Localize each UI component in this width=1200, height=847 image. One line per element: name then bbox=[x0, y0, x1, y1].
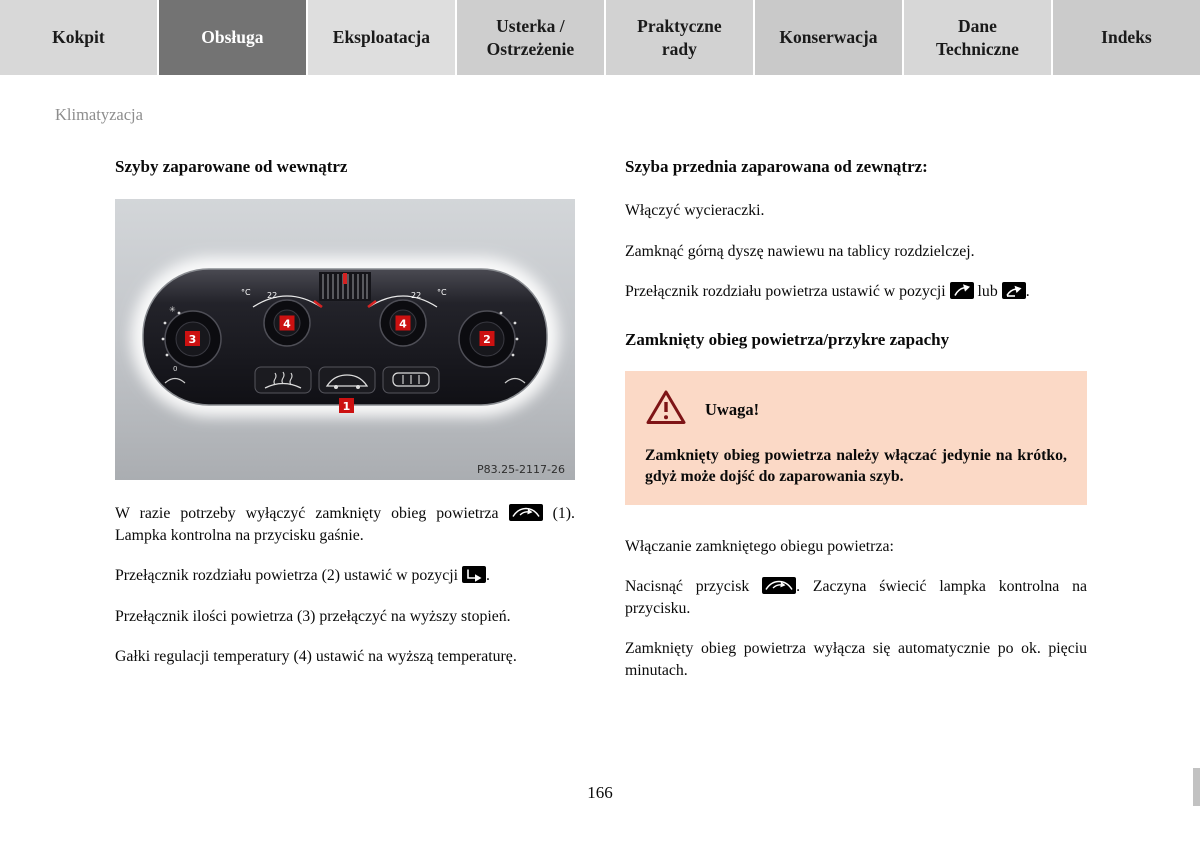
defrost-button bbox=[255, 367, 311, 393]
right-paragraph-6: Zamknięty obieg powietrza wyłącza się automatycznie po ok. pięciu minutach. bbox=[625, 640, 1087, 679]
climate-control-illustration bbox=[115, 199, 575, 480]
text: lub bbox=[977, 283, 998, 300]
tab-label: Kokpit bbox=[52, 27, 105, 48]
page-edge-marker bbox=[1193, 768, 1200, 806]
tab-label: Konserwacja bbox=[779, 27, 878, 48]
text: . Zaczyna świecić lampka kontrolna na przycisku. bbox=[625, 578, 1088, 617]
tab-label: Praktyczne rady bbox=[637, 16, 722, 59]
recirculation-button bbox=[319, 367, 375, 393]
warning-box bbox=[625, 371, 1087, 505]
defrost-vent-icon bbox=[950, 282, 974, 299]
right-paragraph-1: Włączyć wycieraczki. bbox=[625, 202, 765, 219]
right-heading-mid: Zamknięty obieg powietrza/przykre zapachy bbox=[625, 329, 950, 349]
callout-4-right: 4 bbox=[399, 317, 407, 331]
left-heading: Szyby zaparowane od wewnątrz bbox=[115, 157, 348, 176]
tab-praktyczne-rady[interactable] bbox=[606, 0, 753, 75]
text: . bbox=[485, 567, 490, 584]
tab-label: Eksploatacja bbox=[332, 27, 430, 48]
climate-control-figure bbox=[115, 199, 575, 480]
callout-4-left: 4 bbox=[283, 317, 291, 331]
text: . bbox=[1025, 283, 1030, 300]
right-column bbox=[625, 157, 1087, 681]
figure-caption: P83.25-2117-26 bbox=[476, 463, 565, 476]
callout-3: 3 bbox=[188, 333, 197, 346]
tab-label: Obsługa bbox=[201, 27, 264, 48]
fan-zero-label: 0 bbox=[173, 365, 178, 373]
temperature-knob-right bbox=[380, 300, 426, 346]
tab-usterka-ostrzezenie[interactable] bbox=[457, 0, 604, 75]
grille-red-marker bbox=[343, 273, 347, 284]
text: (1). Lampka kontrolna na przycisku gaśnie. bbox=[115, 505, 575, 544]
left-paragraph-1 bbox=[115, 503, 575, 546]
temp-unit-right: °C bbox=[437, 288, 447, 297]
chapter-tab-bar bbox=[0, 0, 1200, 75]
tab-konserwacja[interactable] bbox=[755, 0, 902, 75]
tab-dane-techniczne[interactable] bbox=[904, 0, 1051, 75]
text: Przełącznik rozdziału powietrza ustawić w pozycji bbox=[625, 283, 946, 300]
tab-label: Indeks bbox=[1101, 27, 1152, 48]
text: Nacisnąć przycisk bbox=[625, 578, 750, 595]
warning-header bbox=[645, 389, 1067, 431]
text: Przełącznik rozdziału powietrza (2) ustawić w pozycji bbox=[115, 567, 458, 584]
left-paragraph-3: Przełącznik ilości powietrza (3) przełączyć na wyższy stopień. bbox=[115, 607, 511, 625]
tab-obsluga-active[interactable] bbox=[159, 0, 306, 75]
right-heading-top: Szyba przednia zaparowana od zewnątrz: bbox=[625, 157, 928, 176]
tab-eksploatacja[interactable] bbox=[308, 0, 455, 75]
warning-title: Uwaga! bbox=[705, 399, 760, 419]
callout-1: 1 bbox=[342, 400, 351, 413]
right-paragraph-3 bbox=[625, 281, 1087, 303]
text: W razie potrzeby wyłączyć zamknięty obieg powietrza bbox=[115, 505, 499, 522]
warning-triangle-icon bbox=[645, 389, 687, 431]
tab-indeks[interactable] bbox=[1053, 0, 1200, 75]
tab-label: Usterka / Ostrzeżenie bbox=[486, 16, 575, 59]
left-paragraph-2 bbox=[115, 565, 575, 587]
temp-scale-right-value: 22 bbox=[411, 291, 422, 300]
bilevel-vent-icon bbox=[1002, 282, 1026, 299]
right-paragraph-2: Zamknąć górną dyszę nawiewu na tablicy rozdzielczej. bbox=[625, 242, 975, 260]
footwell-vent-icon bbox=[462, 566, 486, 583]
right-paragraph-4: Włączanie zamkniętego obiegu powietrza: bbox=[625, 537, 894, 555]
tab-label: Dane Techniczne bbox=[935, 16, 1019, 59]
left-paragraph-4: Gałki regulacji temperatury (4) ustawić na wyższą temperaturę. bbox=[115, 648, 517, 665]
right-paragraph-5 bbox=[625, 576, 1087, 619]
left-column bbox=[115, 157, 575, 668]
tab-kokpit[interactable] bbox=[0, 0, 157, 75]
rear-defrost-button bbox=[383, 367, 439, 393]
recirculation-icon bbox=[509, 504, 543, 521]
svg-text:✳: ✳ bbox=[169, 305, 176, 314]
warning-text: Zamknięty obieg powietrza należy włączać jedynie na krótko, gdyż może dojść do zaparowania szyb. bbox=[645, 446, 1067, 485]
page-number: 166 bbox=[587, 783, 613, 802]
callout-2: 2 bbox=[483, 333, 491, 346]
temperature-knob-left bbox=[264, 300, 310, 346]
temp-scale-left-value: 22 bbox=[267, 291, 278, 300]
recirculation-icon bbox=[762, 577, 796, 594]
temp-unit-left: °C bbox=[241, 288, 251, 297]
section-label: Klimatyzacja bbox=[55, 105, 143, 124]
